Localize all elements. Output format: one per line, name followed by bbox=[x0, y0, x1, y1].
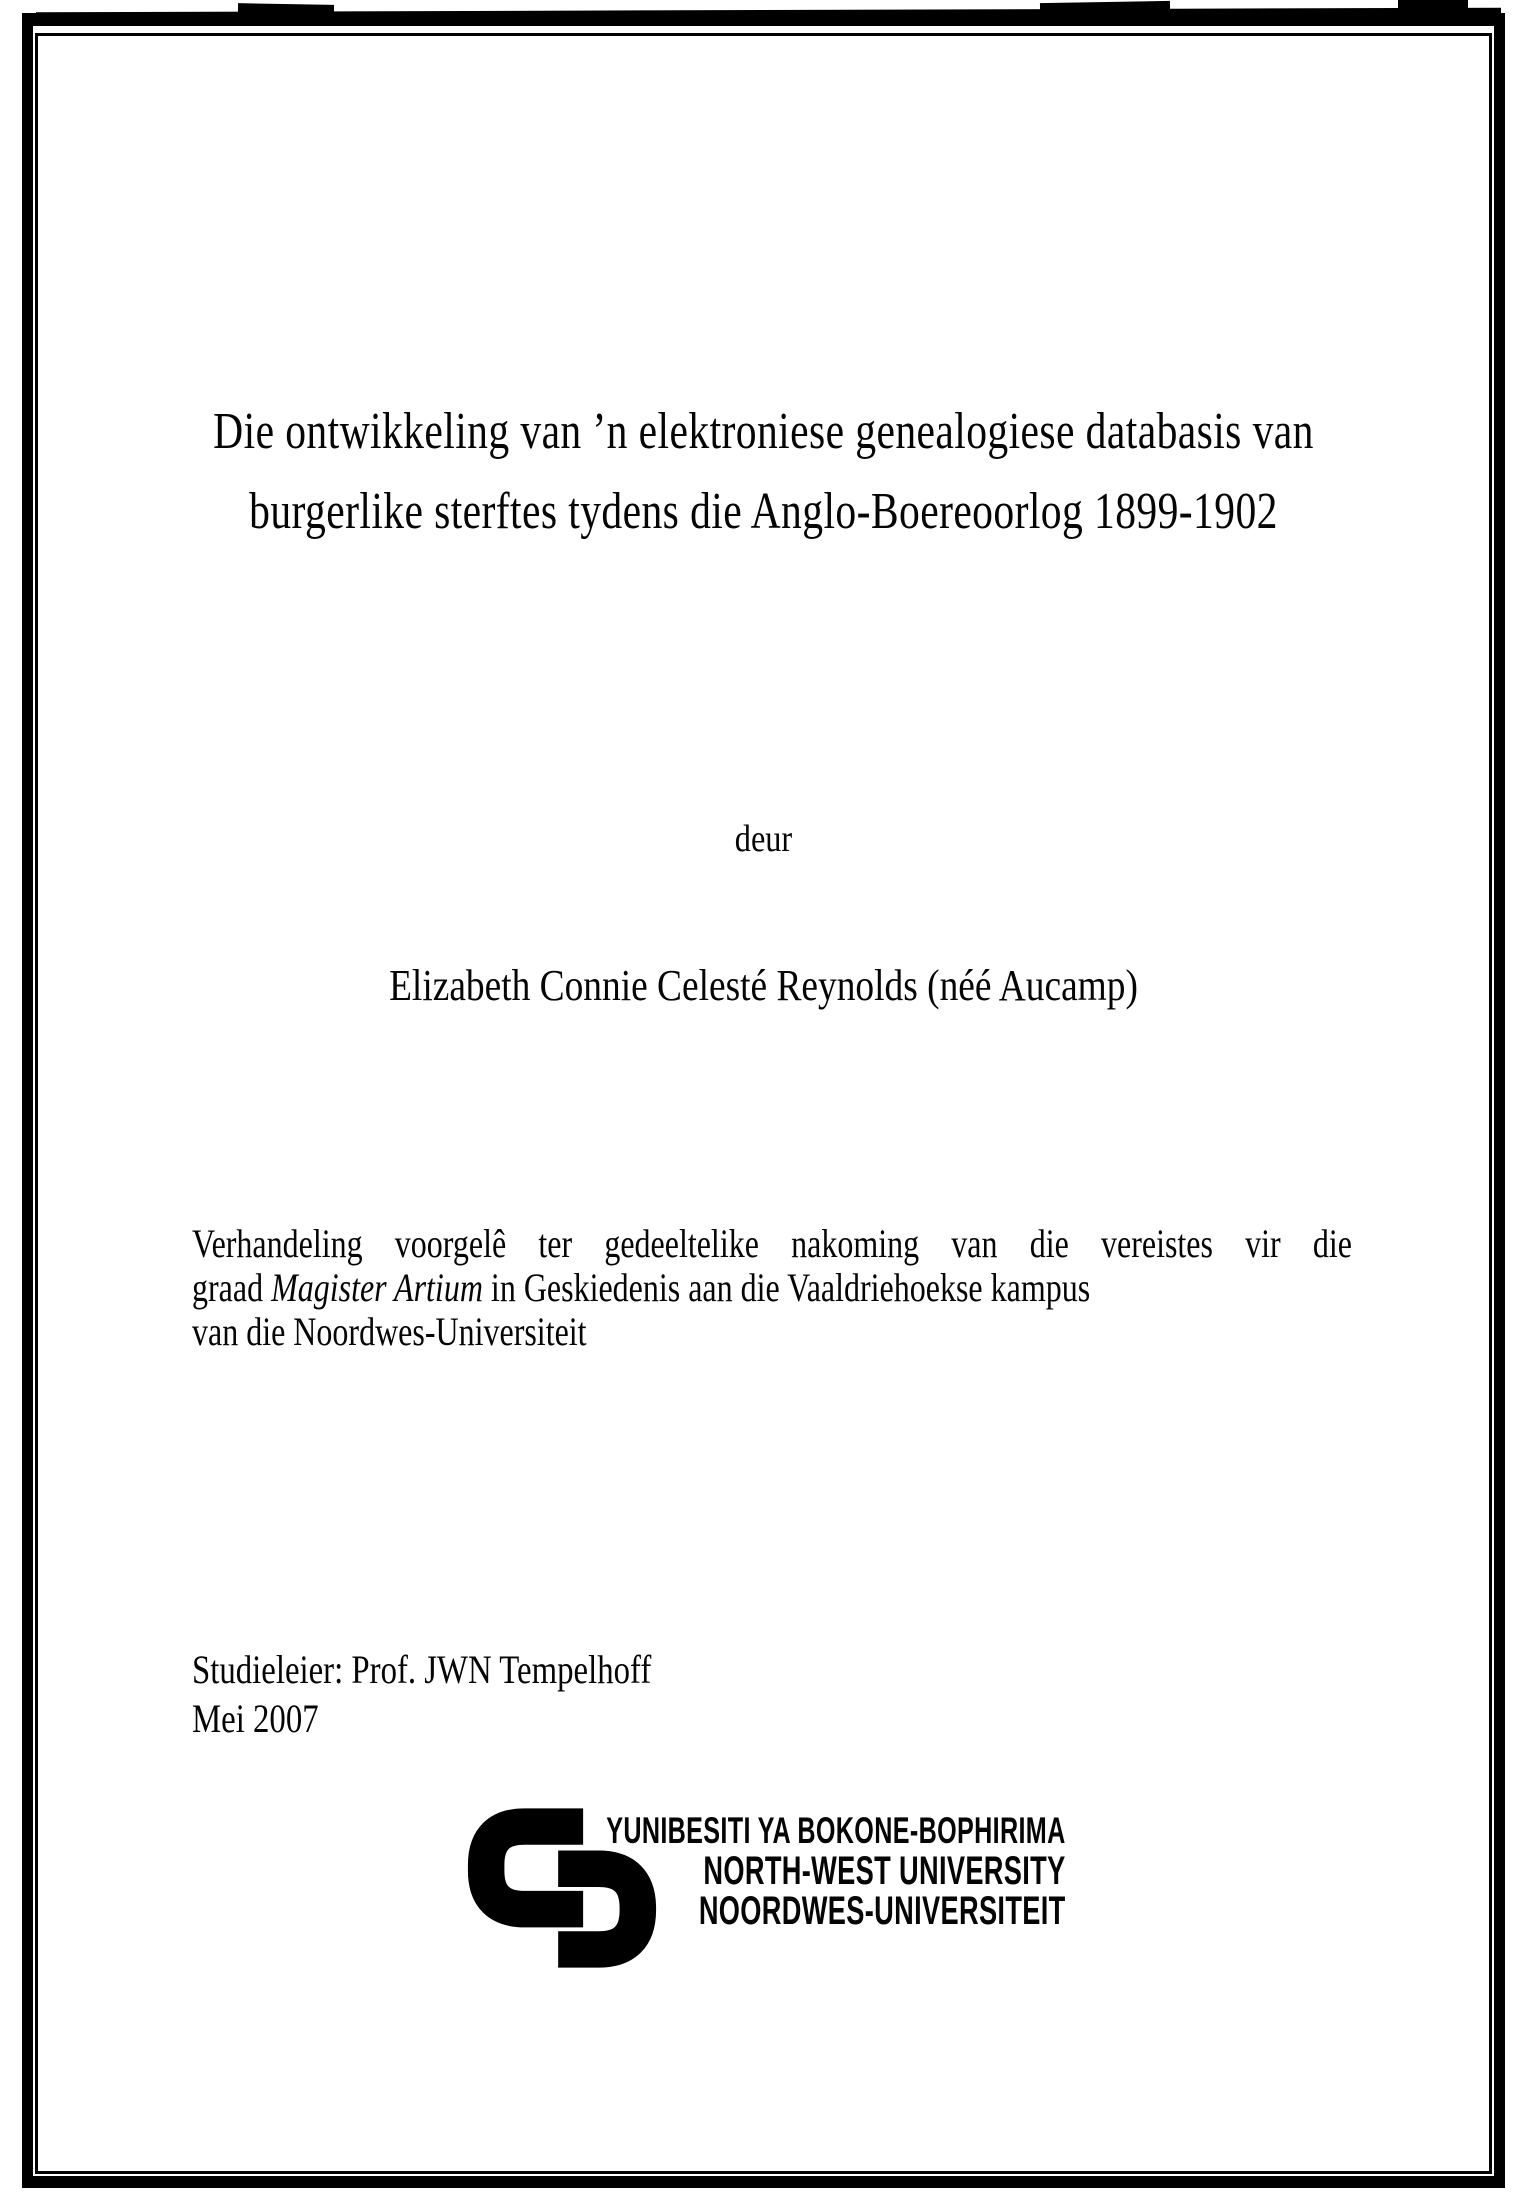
logo-line-setswana: YUNIBESITI YA BOKONE-BOPHIRIMA bbox=[606, 1810, 1066, 1851]
thesis-title bbox=[153, 392, 1375, 552]
supervisor-block bbox=[192, 1645, 1176, 1743]
degree-statement bbox=[192, 1222, 1352, 1354]
byline-deur: deur bbox=[734, 818, 793, 860]
degree-statement-line1: Verhandeling voorgelê ter gedeeltelike nakoming van die vereistes vir die bbox=[192, 1221, 1352, 1266]
thesis-title-line2: burgerlike sterftes tydens die Anglo-Boereoorlog 1899-1902 bbox=[249, 483, 1278, 540]
university-logo-wordmark bbox=[607, 1810, 1066, 1931]
degree-statement-line2-degree-name: Magister Artium bbox=[271, 1265, 483, 1310]
logo-line-afrikaans: NOORDWES-UNIVERSITEIT bbox=[699, 1889, 1066, 1933]
logo-line-english: NORTH-WEST UNIVERSITY bbox=[703, 1849, 1066, 1893]
degree-statement-line2 bbox=[192, 1266, 1352, 1310]
degree-statement-line2-pre: graad bbox=[192, 1265, 272, 1310]
thesis-title-line1: Die ontwikkeling van ’n elektroniese genealogiese databasis van bbox=[213, 403, 1314, 460]
author-name: Elizabeth Connie Celesté Reynolds (néé Aucamp) bbox=[389, 961, 1138, 1010]
scan-artifact bbox=[1398, 0, 1468, 10]
date-line: Mei 2007 bbox=[192, 1696, 319, 1741]
degree-statement-line3: van die Noordwes-Universiteit bbox=[192, 1309, 587, 1354]
supervisor-line: Studieleier: Prof. JWN Tempelhoff bbox=[192, 1647, 652, 1692]
degree-statement-line2-post: in Geskiedenis aan die Vaaldriehoekse kampus bbox=[482, 1265, 1091, 1310]
